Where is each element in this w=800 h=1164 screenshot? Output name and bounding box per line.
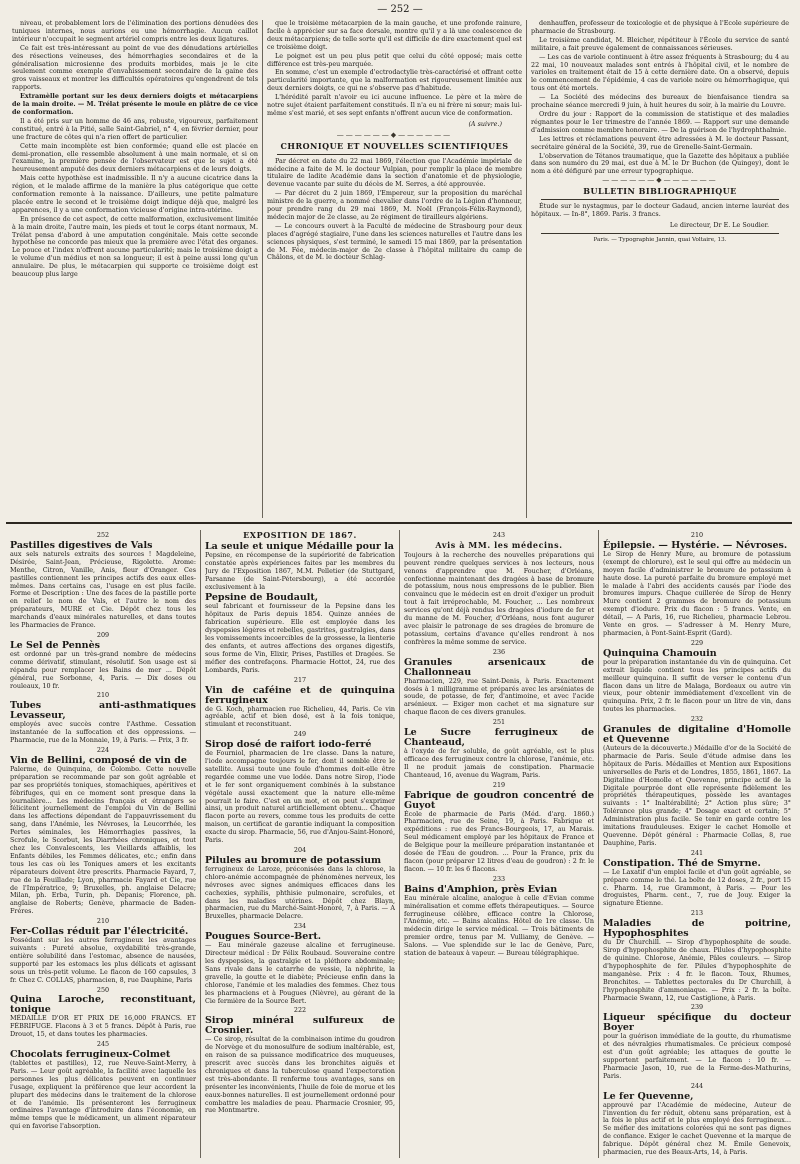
chronique-heading: CHRONIQUE ET NOUVELLES SCIENTIFIQUES: [280, 140, 509, 151]
exposition-heading: EXPOSITION DE 1867.: [243, 530, 357, 540]
bibliography-entry: Étude sur le nystagmus, par le docteur Gadaud, ancien interne lauréat des hôpitaux. — In-8°, 1869. Paris. 3 francs.: [531, 202, 789, 218]
column-divider: [598, 530, 599, 1158]
advert: [603, 910, 791, 1002]
advert-number: 224: [96, 746, 110, 755]
paragraph: Le troisième candidat, M. Bleicher, répétiteur à l'École du service de santé militaire, a fait preuve également de connaissances sérieuses.: [531, 35, 789, 52]
printer-credit: Paris. — Typographie Jannin, quai Voltaire, 13.: [593, 236, 727, 243]
paragraph: — Les cas de variole continuent à être assez fréquents à Strasbourg; du 4 au 22 mai, 10 nouveaux malades sont entrés à l'hôpital civil, et le nombre de varioles en traitement était de 15 à cette dernière date. On a observé, depuis le commencement de l'épidémie, 4 cas de variole noire ou hémorrhagique, qui tous ont été mortels.: [531, 52, 789, 93]
top-column-3: [531, 20, 789, 518]
advert-title: Tubes anti-asthmatiques Levasseur,: [10, 700, 196, 722]
advert-text: Palerme, de Quinquina, de Colombo. Cette nouvelle préparation se recommande par son goût agréable et par ses propriétés toniques, stomachiques, apéritives et fébrifuges, qui en ce moment sont presque dans la journalière... Les médecins français et étrangers se félicitent journellement de l'emploi du Vin de Bellini dans les affections dépendant de l'appauvrissement du sang, dans l'Anémie, les Névroses, la Leucorrhée, les Pertes séminales, les Hémorrhagies passives, la Scrofule, le Scorbut, les Diarrhées chroniques, et tout chez les Convalescents, les Vieillards affaiblis, les Enfants débiles, les Femmes délicates, etc.; enfin dans tous les cas où les Toniques amers et les excitants réparateurs doivent être prescrits. Pharmacie Fayard, 7, rue de la Feuillade; Lyon, pharmacie Fayard et Cie, rue de l'Impératrice, 9; Bruxelles, ph. anglaise Delacre; Milan, ph. Erba, Turin, ph. Depanis; Florence, ph. anglaise de Roberts; Genève, pharmacie de Baden-Fréres.: [10, 764, 196, 916]
paragraph: que le troisième métacarpien de la main gauche, et une profonde rainure, facile à apprécier sur sa face dorsale, montre qu'il y a là une coalescence de deux métacarpiens; de telle sorte qu'il est difficile de dire exactement quel est ce troisième doigt.: [267, 20, 522, 51]
paragraph: L'hérédité paraît n'avoir eu ici aucune influence. Le père et la mère de notre sujet étaient parfaitement constitués. Il n'a eu ni frère ni sœur; mais lui-même s'est marié, et ses sept enfants n'offrent aucun vice de conformation.: [267, 93, 522, 117]
advert-title: Sirop minéral sulfureux de Crosnier.: [205, 1015, 395, 1037]
advert: [205, 542, 395, 592]
ads-column-4: [603, 530, 791, 1158]
advert-title: Bains d'Amphion, près Evian: [404, 883, 558, 895]
advert-text: de Fourniol, pharmacien de 1re classe. Dans la nature, l'iode accompagne toujours le fer, dont il semble être le satellite. Aussi toute une foule d'hommes doit-elle être regardée comme une vue lodée. Dans notre Sirop, l'iode et le fer sont organiquement combinés à la substance végétale aussi exactement que la nature elle-même pourrait le faire. C'est en un mot, et on peut s'exprimer ainsi, un produit naturel artificiellement obtenu... Chaque flacon porte au revers, comme tous les produits de cette maison, un certificat de garantie indiquant la composition exacte du sirop. Pharmacie, 56, rue d'Anjou-Saint-Honoré, Paris.: [205, 749, 395, 845]
advert-text: à l'oxyde de fer soluble, de goût agréable, est le plus efficace des ferrugineux contre la chlorose, l'anémie, etc. Il ne produit jamais de constipation. Pharmacie Chanteaud, 16, avenue du Wagram, Paris.: [404, 747, 594, 779]
advert-number: 249: [293, 730, 307, 739]
advert: [10, 918, 196, 984]
column-divider: [526, 20, 527, 518]
paragraph: En somme, c'est un exemple d'ectrodactylie très-caractérisé et offrant cette particularité importante, que la malformation est rigoureusement limitée aux deux derniers doigts, ce qui ne s'observe pas d'habitude.: [267, 68, 522, 93]
advert: [10, 532, 196, 630]
advert: [10, 987, 196, 1040]
advert: [205, 923, 395, 1005]
advert-number: 217: [293, 675, 307, 684]
advert: [404, 719, 594, 780]
advert-number: 213: [690, 909, 704, 918]
advert-title: Quina Laroche, reconstituant, tonique: [10, 994, 196, 1016]
top-column-2: [267, 20, 522, 518]
advert: [205, 532, 395, 540]
advert-number: 241: [690, 848, 704, 857]
advert: [205, 677, 395, 730]
heading-rule: [541, 199, 779, 200]
advert: [10, 747, 196, 916]
advert: [205, 847, 395, 921]
advert-number: 250: [96, 985, 110, 994]
advert-text: employés avec succès contre l'Asthme. Cessation instantanée de la suffocation et des oppressions. — Pharmacie, rue de la Monnaie, 19, à Paris. — Prix, 3 fr.: [10, 720, 196, 745]
footer-rule: [541, 233, 779, 234]
advert-title: Le fer Quevenne,: [603, 1090, 694, 1102]
to-be-continued: (A suivre.): [468, 119, 502, 128]
advert: [603, 716, 791, 848]
advert-number: 232: [690, 715, 704, 724]
advert: [603, 1004, 791, 1080]
advert-text: MÉDAILLE D'OR ET PRIX DE 16,000 FRANCS. ET FÉBRIFUGE. Flacons à 3 et 5 francs. Dépôt à Paris, rue Drouot, 15, et dans toutes les pharmacies.: [10, 1014, 196, 1039]
advert-number: 252: [96, 531, 110, 539]
advert-number: 251: [492, 718, 506, 727]
top-column-1: [12, 20, 258, 518]
advert-text: de G. Koch, pharmacien rue Richelieu, 44, Paris. Ce vin agréable, actif et bien dosé, est à la fois tonique, stimulant et reconstituant.: [205, 704, 395, 729]
director-signature: Le directeur, Dr E. Le Soudier.: [669, 220, 769, 229]
advert: [404, 876, 594, 958]
advert: [404, 532, 594, 647]
advert-title: Pilules au bromure de potassium: [205, 854, 382, 866]
advert-number: 245: [96, 1040, 110, 1049]
advert-number: 239: [690, 1003, 704, 1012]
advert-text: Toujours à la recherche des nouvelles préparations qui peuvent rendre quelques services à nos lecteurs, nous venons d'apprendre que M. Foucher, d'Orléans, confectionne maintenant des dragées à base de bromure de potassium, nous nous empressons de le publier. Bien convaincu que le médecin est en droit d'exiger un produit tout à fait irréprochable, M. Foucher, ... Les nombreux services qu'ont déjà rendus les dragées d'iodure de fer et du manne de M. Foucher, d'Orléans, nous font augurer avec plaisir le patronage de ses dragées de bromure de potassium, certains d'avance qu'elles rendront à nos confrères la même somme de service.: [404, 550, 594, 646]
advert-title: Chocolats ferrugineux-Colmet: [10, 1049, 171, 1061]
paragraph: — La Société des médecins des bureaux de bienfaisance tiendra sa prochaine séance mercredi 9 juin, à huit heures du soir, à la mairie du Louvre.: [531, 93, 789, 110]
advert-text: — Eau minérale gazeuse alcaline et ferrugineuse. Directeur médical : Dr Félix Roubaud. Souveraine contre les dyspepsies, la gastralgie et la pléthore abdominale; Sans rivale dans le catarrhe de vessie, la néphrite, la gravelle, la goutte et le diabète; Précieuse enfin dans la chlorose, l'anémie et les maladies des femmes. Chez tous les pharmaciens et à Pougues (Nièvre), au gérant de la Cie fermière de la Source Bert.: [205, 941, 395, 1005]
paragraph: niveau, et probablement lors de l'élimination des portions dénudées des tuniques internes, nous aurions eu une hémorrhagie. Aucun caillot intérieur n'occupait le segment artériel compris entre les deux ligatures.: [12, 20, 258, 43]
ads-column-3: [404, 530, 594, 1158]
heading-rule: [277, 154, 512, 155]
paragraph: denhauffen, professeur de toxicologie et de physique à l'École supérieure de pharmacie de Strasbourg.: [531, 20, 789, 35]
advert-title: La seule et unique Médaille pour la: [205, 540, 394, 552]
advert-number: 222: [293, 1006, 307, 1015]
advert-text: — Ce sirop, résultat de la combinaison intime du goudron de Norvège et du monosulfure de sodium inaltérable, est, en raison de sa puissance modificatrice des muqueuses, prescrit avec succès dans les bronchites aiguës et chroniques et dans la tuberculose quand l'expectoration est très-abondante. Il renferme tous avantages, sans en présenter les inconvénients, l'huile de foie de morue et les eaux-bonnes naturelles. Il est journellement ordonné pour combattre les maladies de peau. Pharmacie Crosnier, 95, rue Montmartre.: [205, 1035, 395, 1115]
paragraph: Cette main incomplète est bien conformée; quand elle est placée en demi-pronation, elle ressemble absolument à une main normale, et si on l'examine, la première pensée de l'observateur est que le sujet a été heureusement amputé des deux derniers métacarpiens et de leurs doigts.: [12, 141, 258, 174]
advert: [10, 632, 196, 690]
advert: [10, 1041, 196, 1131]
advert-text: Pepsine, en récompense de la supériorité de fabrication constatée après expériences faites par les membres du Jury de l'Exposition 1867, M.M. Pelletier (de Stuttgard, Parsanne (de Saint-Pétersbourg), a été accordée exclusivement à la: [205, 550, 395, 591]
advert-title: Pepsine de Boudault,: [205, 592, 319, 604]
advert-text: Eau minérale alcaline, analogue à celle d'Evian comme minéralisation et comme effets thérapeutiques. — Source ferrugineuse célèbre, efficace contre la Chlorose, l'Anémie, etc. — Bains alcalins. Hôtel de 1re classe. Un médecin dirige le service médical. — Trois bâtiments de premier ordre, tenus par M. Vulliamy, de Genève. — Salons. — Vue splendide sur le lac de Genève, Parc, station de bateaux à vapeur. — Bureau télégraphique.: [404, 893, 594, 958]
advert: [603, 640, 791, 714]
paragraph: L'observation de Tétanos traumatique, que la Gazette des hôpitaux a publiée dans son numéro du 29 mai, est due à M. le Dr Buchon (de Quingey), dont le nom a été défiguré par une erreur typographique.: [531, 151, 789, 176]
advert-text: Le Sirop de Henry Mure, au bromure de potassium (exempt de chlorure), est le seul qui offre au médecin un moyen facile d'administrer le bromure de potassium à haute dose. La pureté parfaite du bromure employé met le malade à l'abri des accidents causés par l'iode des bromures impurs. Chaque cuillerée de Sirop de Henry Mure contient 2 grammes de bromure de potassium exempt d'iodure. Prix du flacon : 5 francs. Vente, en détail, — A Paris, 16, rue Richelieu, pharmacie Lebrou. Vente en gros. — S'adresser à M. Henry Mure, pharmacien, à Pont-Saint-Esprit (Gard).: [603, 549, 791, 637]
advert-text: École de pharmacie de Paris (Méd. d'arg. 1860.) Pharmacien, rue de Seine, 19, à Paris. Fabrique et expéditions : rue des Francs-Bourgeois, 17, au Marais. Seul médicament employé par les hôpitaux de France et de Belgique pour la meilleure préparation instantanée et dosée de l'Eau de goudron. ... Pour la France, prix du flacon (pour préparer 12 litres d'eau de goudron) : 2 fr. le flacon. — 10 fr. les 6 flacons.: [404, 809, 594, 873]
advert-title: Granules arsenicaux de Challonneau: [404, 656, 594, 678]
advert-text: Possédant sur les autres ferrugineux les avantages suivants : Pureté absolue, oxydabilité très-grande, entière solubilité dans l'estomac, absence de nausées, supporté par les estomacs les plus délicats et agissant sous un très-petit volume. Le flacon de 160 capsules, 3 fr. Chez C. COLLAS, pharmacien, 8, rue Dauphine, Paris: [10, 936, 196, 984]
paragraph: Il a été pris sur un homme de 46 ans, robuste, vigoureux, parfaitement constitué, entré à la Pitié, salle Saint-Gabriel, n° 4, en février dernier, pour une fracture de côtes qui n'a rien offert de particulier.: [12, 116, 258, 141]
advert: [404, 649, 594, 717]
advert: [404, 782, 594, 874]
advert-text: (Auteurs de la découverte.) Médaille d'or de la Société de pharmacie de Paris. Seule d'étude admise dans les hôpitaux de Paris. Médailles et Mention aux Expositions universelles de Paris et de Londres, 1855, 1861, 1867. La Digitaline d'Homolle et Quevenne, principe actif de la Digitale pourprée dont elle représente fidèlement les propriétés thérapeutiques, possède les avantages suivants : 1° Inaltérabilité; 2° Action plus sûre; 3° Tolérance plus grande; 4° Dosage exact et certain; 5° Administration plus facile. Se tenir en garde contre les imitations frauduleuses. Exiger le cachet Homolle et Quevenne. Dépôt général : Pharmacie Collas, 8, rue Dauphine, Paris.: [603, 744, 791, 847]
advert-title: Fer-Collas réduit par l'électricité.: [10, 926, 189, 938]
advert-title: Constipation. Thé de Smyrne.: [603, 857, 761, 869]
advert-text: seul fabricant et fournisseur de la Pepsine dans les hôpitaux de Paris depuis 1854. Quinze années de fabrication supérieure. Elle est employée dans les dyspepsies légères et rebelles, gastrites, gastralgies, dans les vomissements incoercibles de la grossesse, la lienterie des enfants, et autres affections des organes digestifs, sous forme de Vin, Elixir, Prises, Pastilles et Dragées. Se méfier des contrefaçons. Pharmacie Hottot, 24, rue des Lombards, Paris.: [205, 602, 395, 674]
advert-text: (tablettes et pastilles), 12, rue Neuve-Saint-Merry, à Paris. — Leur goût agréable, la facilité avec laquelle les personnes les plus délicates peuvent en continuer l'usage, expliquent la préférence que leur accordent la plupart des médecins dans le traitement de la chlorose et de l'anémie. Ils présenteront les ferrugineux ordinaires l'avantage d'introduire dans l'économie, en même temps que le médicament, un aliment réparateur qui en favorise l'absorption.: [10, 1059, 196, 1131]
advert-number: 210: [96, 917, 110, 926]
advert-number: 229: [690, 638, 704, 647]
advert-title: Granules de digitaline d'Homolle et Quevenne: [603, 724, 791, 746]
advert-title: Vin de Bellini, composé de vin de: [10, 754, 187, 766]
ornament-divider: ——————◆——————: [336, 130, 453, 139]
advert-title: Fabrique de goudron concentré de Guyot: [404, 789, 594, 811]
advert-text: pour la guérison immédiate de la goutte, du rhumatisme et des névralgies rhumatismales. Ce précieux composé est d'un goût agréable; les attaques de goutte le supportent parfaitement. — Le flacon : 10 fr. — Pharmacie Jason, 10, rue de la Ferme-des-Mathurins, Paris.: [603, 1032, 791, 1080]
page-number: — 252 —: [377, 4, 423, 15]
advert-text: aux sels naturels extraits des sources ! Magdeleine, Désirée, Saint-Jean, Précieuse, Rigolette. Arome: Menthe, Citron, Vanille, Anis, fleur d'Oranger. Ces pastilles contiennent les principes actifs des eaux elles-mêmes. Dans certains cas, l'usage en est plus facile. Forme et Description : Une des faces de la pastille porte en relief le nom de Vals, et l'autre le nom des préparateurs, MURE et Cie. Dépôt chez tous les marchands d'eaux minérales naturelles, et dans toutes les Pharmacies de France.: [10, 549, 196, 630]
ads-column-2: [205, 530, 395, 1158]
advert-title: Vin de caféine et de quinquina ferrugineux: [205, 684, 395, 706]
advert-title: Le Sel de Pennès: [10, 639, 100, 651]
ornament-divider: ——————◆——————: [602, 176, 718, 185]
advert-number: 209: [96, 630, 110, 639]
column-divider: [200, 530, 201, 1158]
column-divider: [399, 530, 400, 1158]
advert-title: Sirop dosé de raifort iodo-ferré: [205, 739, 372, 751]
advert-number: 236: [492, 647, 506, 656]
paragraph: Le poignet est un peu plus petit que celui du côté opposé; mais cette différence est très-peu marquée.: [267, 51, 522, 68]
ads-column-1: [10, 530, 196, 1158]
column-divider: [262, 20, 263, 518]
advert: [603, 850, 791, 908]
paragraph: — Le concours ouvert à la Faculté de médecine de Strasbourg pour deux places d'agrégé stagiaire, l'une dans les sciences naturelles et l'autre dans les sciences physiques, s'est terminé, le samedi 15 mai 1869, par la présentation de M. Fée, médecin-major de 2e classe à l'hôpital militaire du camp de Châlons, et de M. le docteur Schlag-: [267, 221, 522, 262]
advert: [205, 731, 395, 845]
advert-title: Le Sucre ferrugineux de Chanteaud,: [404, 727, 594, 749]
advert: [603, 532, 791, 638]
advert-text: pour la préparation instantanée du vin de quinquina. Cet extrait liquide contient tous les principes actifs du meilleur quinquina. Il suffit de verser le contenu d'un flacon dans un litre de Malaga, Bordeaux ou autre vin vieux, pour obtenir immédiatement d'excellent vin de quinquina. Prix, 2 fr. le flacon pour un litre de vin, dans toutes les pharmacies.: [603, 657, 791, 714]
section-divider: [6, 522, 792, 524]
advert-title: Quinquina Chamouin: [603, 647, 717, 659]
advert-text: ferrugineux de Laroze, préconisées dans la chlorose, la chloro-anémie accompagnée de phénomènes nerveux, les névroses avec signes anémiques efficaces dans les cachexies, syphilis, phthisie pulmonaire, scrofules, et dans les maladies utérines. Dépôt chez Blayn, pharmacien, rue du Marché-Saint-Honoré, 7, à Paris. — A Bruxelles, pharmacie Delacre.: [205, 864, 395, 921]
advert-number: 234: [293, 922, 307, 931]
advert-title: Pastilles digestives de Vals: [10, 539, 153, 551]
advert-text: Pharmacien, 229, rue Saint-Denis, à Paris. Exactement dosés à 1 milligramme et préparés avec les arséniates de soude, de potasse, de fer, d'antimoine, et avec l'acide arsénieux. — Exiger mon cachet et ma signature sur chaque flacon de ces divers granules.: [404, 676, 594, 717]
section-heading: Extramèlle portant sur les deux derniers doigts et métacarpiens de la main droite. — M. Trélat présente le moule en plâtre de ce vice de conformation.: [12, 92, 258, 116]
advert-number: 219: [492, 780, 506, 789]
advert: [205, 593, 395, 674]
advert-title: Avis à MM. les médecins.: [435, 539, 563, 550]
advert-title: Pougues Source-Bert.: [205, 931, 322, 943]
advert-title: Épilepsie. — Hystérie. — Névroses.: [603, 539, 788, 551]
advert-number: 204: [293, 846, 307, 854]
advert-title: Liqueur spécifique du docteur Boyer: [603, 1012, 791, 1034]
paragraph: Les lettres et réclamations peuvent être adressées à M. le docteur Passant, secrétaire général de la Société, 39, rue de Grenelle-Saint-Germain.: [531, 134, 789, 151]
paragraph: En présence de cet aspect, de cette malformation, exclusivement limitée à la main droite, l'autre main, les pieds et tout le corps étant normaux, M. Trélat pensa d'abord à une amputation congénitale. Mais cette seconde hypothèse ne concorde pas mieux que la première avec l'état des organes. Le pouce et l'index n'offrent aucune particularité; mais le troisième doigt a le volume d'un médius et non sa longueur; il est à peine aussi long qu'un annulaire. De plus, le métacarpien qui supporte ce troisième doigt est beaucoup plus large: [12, 214, 258, 279]
advert-number: 210: [96, 691, 110, 700]
advert-text: — Le Laxatif d'un emploi facile et d'un goût agréable, se prépare comme le thé. La boîte de 12 doses, 2 fr., port 15 c. Pharm. 14, rue Grammont, à Paris. — Pour les droguistes, Pharm. cent., 7, rue de Jouy. Exiger la signature Étienne.: [603, 867, 791, 908]
paragraph: Mais cette hypothèse est inadmissible. Il n'y a aucune cicatrice dans la région, et le malade affirme de la manière la plus catégorique que cette conformation remonte à la naissance. D'ailleurs, une petite palmature placée entre le second et le troisième doigt indique déjà que, malgré les apparences, il y a une conformation vicieuse d'origine intra-utérine.: [12, 174, 258, 214]
advert-text: est ordonné par un très-grand nombre de médecins comme dérivatif, stimulant, résolutif. Son usage est si répandu pour remplacer les Bains de mer ... Dépôt général, rue Sorbonne, 4, Paris. — Dix doses ou rouleaux, 10 fr.: [10, 649, 196, 690]
bibliography-heading: BULLETIN BIBLIOGRAPHIQUE: [583, 186, 737, 197]
advert: [10, 692, 196, 745]
paragraph: Ordre du jour : Rapport de la commission de statistique et des maladies régnantes pour le 1er trimestre de l'année 1869. — Rapport sur une demande d'admission comme membre honoraire. — De la guérison de l'hydrophthalmie.: [531, 109, 789, 134]
paragraph: Ce fait est très-intéressant au point de vue des dénudations artérielles des résections veineuses, des hémorrhagies secondaires et de la généralisation microsienne des produits morbides, mais je le cite seulement comme exemple d'envahissement secondaire de la gaine des gros vaisseaux et montrer les difficultés opératoires qu'engendrent de tels rapports.: [12, 43, 258, 92]
advert: [603, 1083, 791, 1157]
advert-number: 244: [690, 1081, 704, 1090]
advert-number: 233: [492, 874, 506, 883]
advert-text: approuvé par l'Académie de médecine, Auteur de l'invention du fer réduit, obtenu sans préparation, est à la fois le plus actif et le plus employé des ferrugineux... Se méfier des imitations colorées qui ne sont pas dignes de confiance. Exiger le cachet Quevenne et la marque de fabrique. Dépôt général chez M. Émile Genevoix, pharmacien, rue des Beaux-Arts, 14, à Paris.: [603, 1100, 791, 1157]
paragraph: Par décret en date du 22 mai 1869, l'élection que l'Académie impériale de médecine a faite de M. le docteur Vulpian, pour remplir la place de membre titulaire de ladite Académie dans la section d'anatomie et de physiologie, devenue vacante par suite du décès de M. Serres, a été approuvée.: [267, 156, 522, 189]
advert-number: 243: [492, 531, 506, 539]
advert-text: du Dr Churchill. — Sirop d'hypophosphite de soude. Sirop d'hypophosphite de chaux. Pilules d'hypophosphite de quinine. Chlorose, Anémie, Pâles couleurs. — Sirop d'hypophosphite de fer. Pilules d'hypophosphite de manganèse. Prix : 4 fr. le flacon. Toux, Rhumes, Bronchites. — Tablettes pectorales du Dr Churchill, à l'hypophosphite d'ammoniaque. — Prix : 2 fr. la boîte. Pharmacie Swann, 12, rue Castiglione, à Paris.: [603, 938, 791, 1002]
paragraph: — Par décret du 2 juin 1869, l'Empereur, sur la proposition du maréchal ministre de la guerre, a nommé chevalier dans l'ordre de la Légion d'honneur, pour prendre rang du 29 mai 1869, M. Noël (François-Félix-Raymond), médecin major de 2e classe, au 2e régiment de tirailleurs algériens.: [267, 189, 522, 221]
advert: [205, 1007, 395, 1115]
advert-title: Maladies de poitrine, Hypophosphites: [603, 918, 791, 940]
advert-number: 210: [690, 531, 704, 539]
